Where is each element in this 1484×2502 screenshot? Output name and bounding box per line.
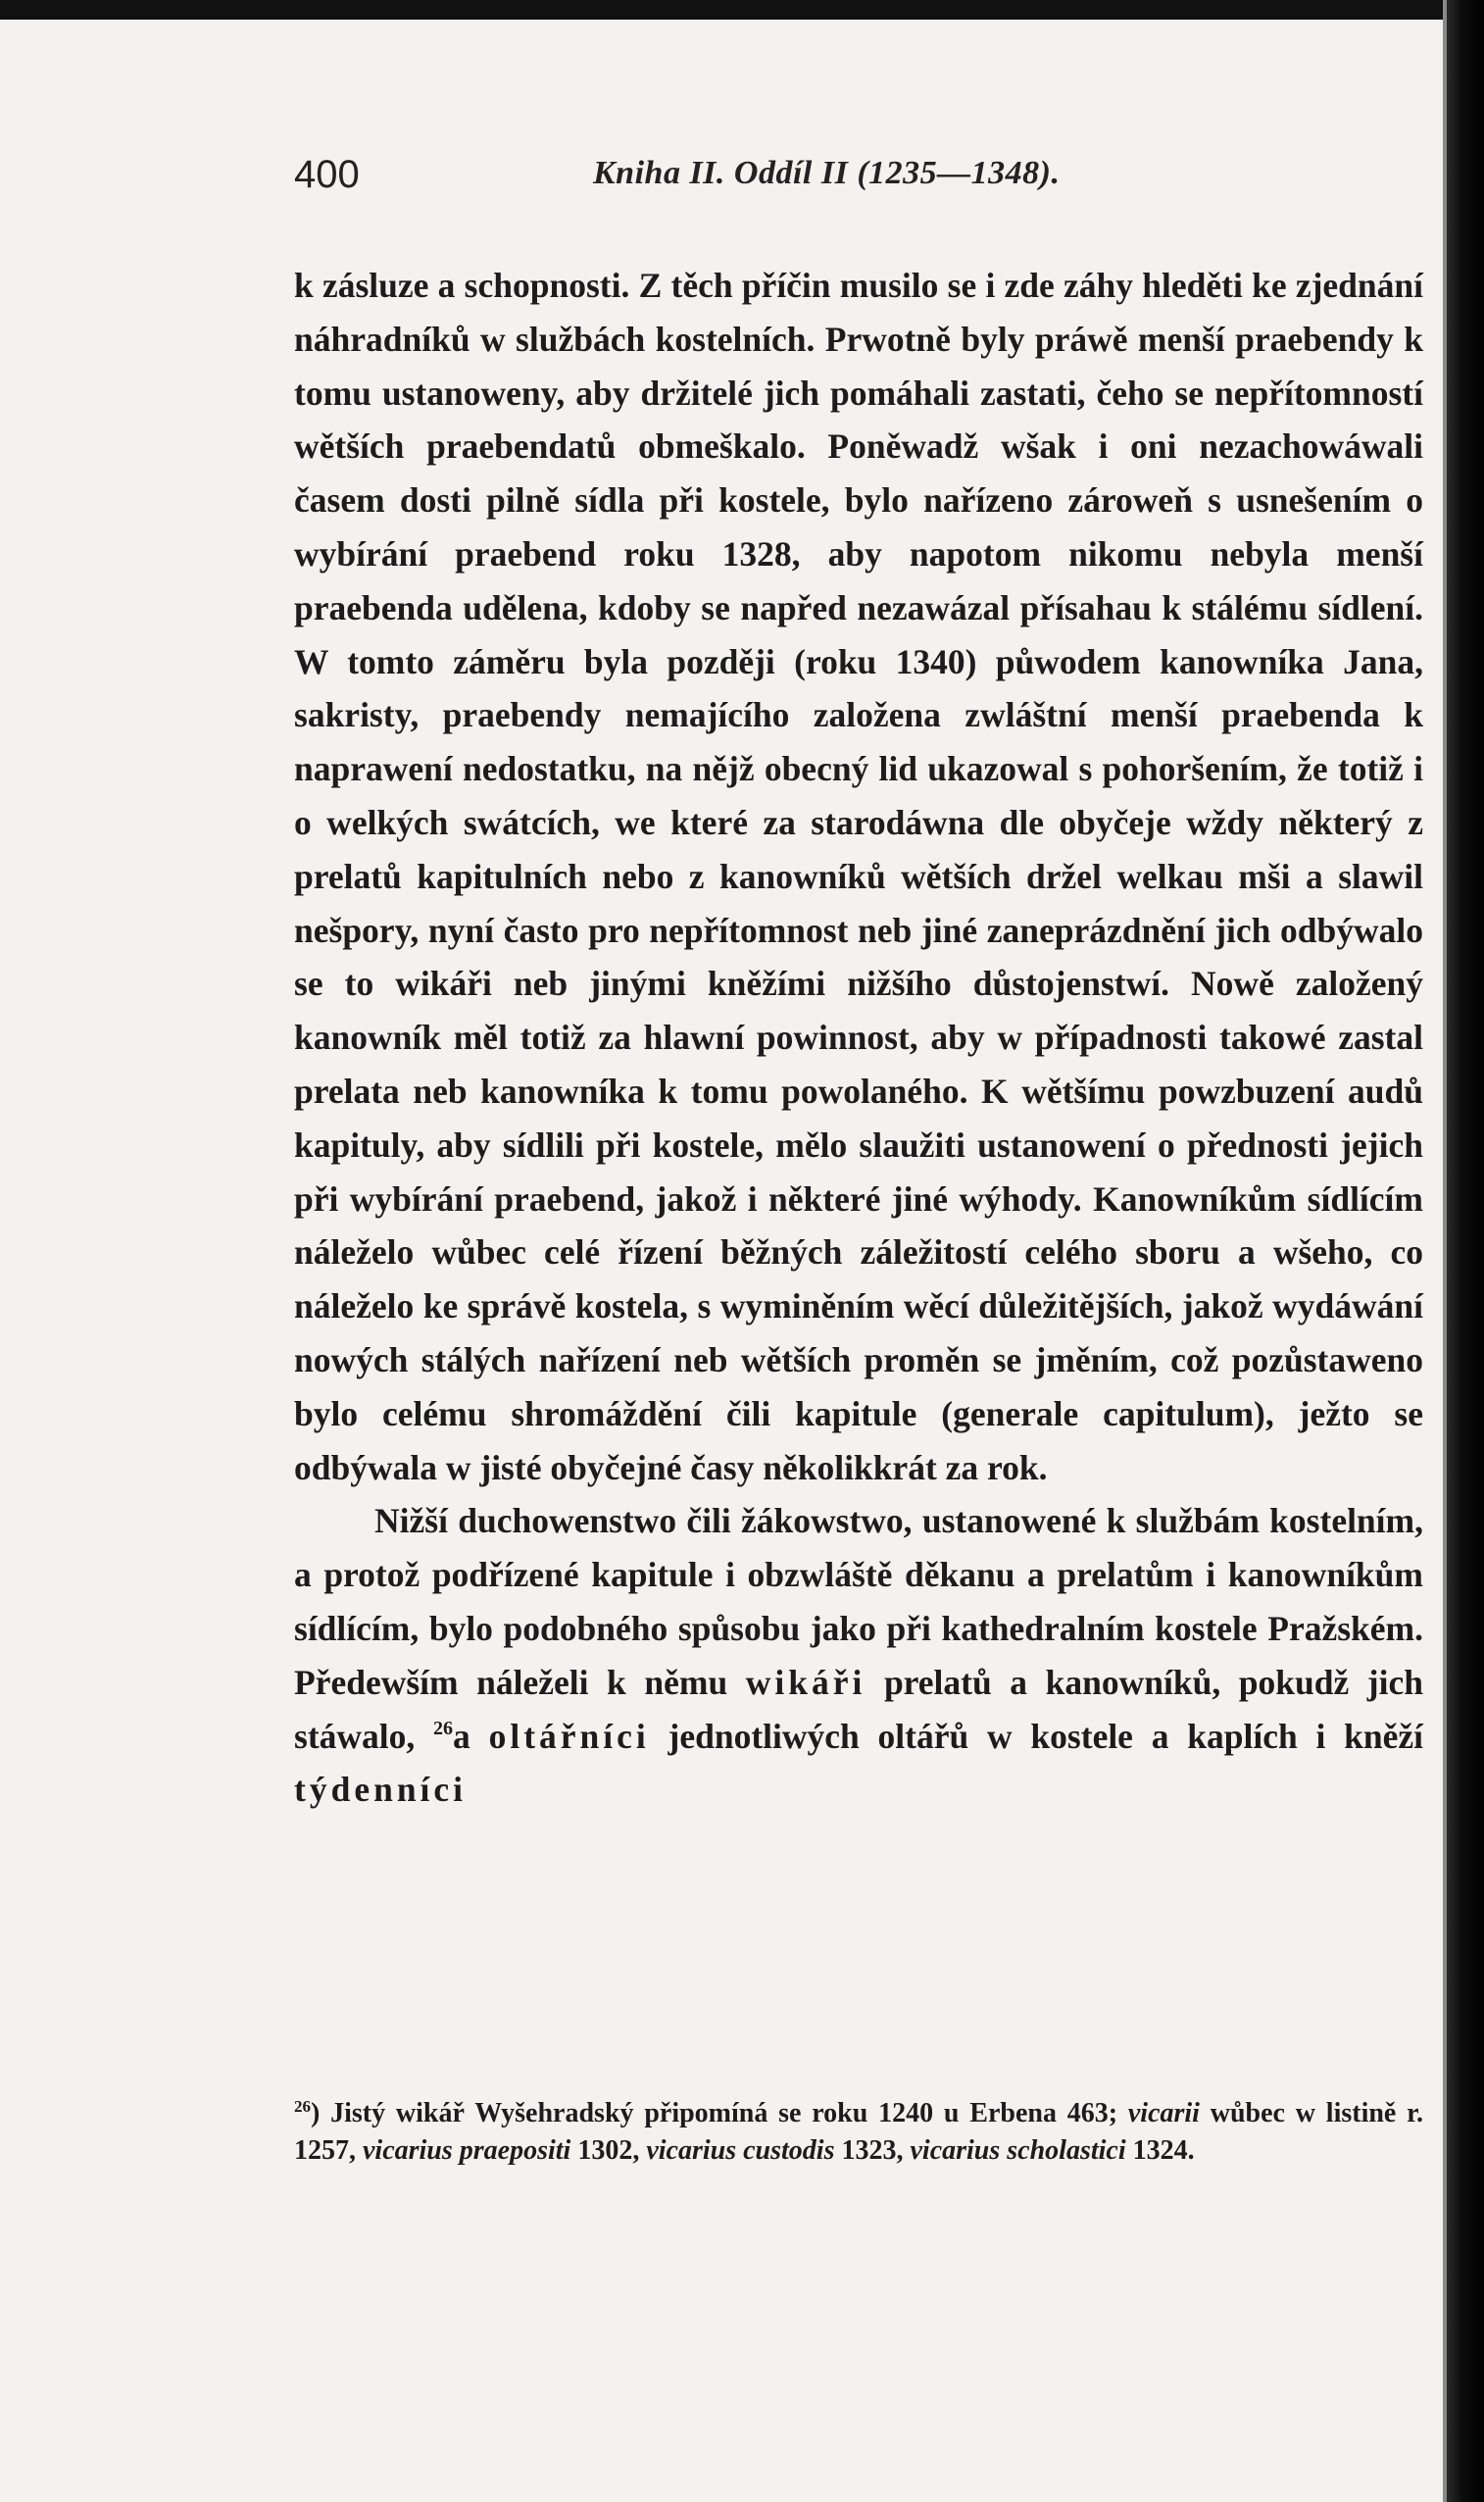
page-header [294,147,1423,216]
footnote-italic-1: vicarii [1127,2098,1200,2128]
page-number: 400 [294,153,360,196]
footnotes [294,2095,1423,2170]
footnote-italic-4: vicarius scholastici [910,2135,1126,2166]
paragraph-2-part-3: a [453,1716,470,1756]
footnote-text-1: ) Jistý wikář Wyšehradský připomíná se roku 1240 u Erbena 463; [311,2098,1118,2128]
paragraph-2 [294,1494,1423,1817]
paragraph-2-part-2: prelatů a kanowníků, pokudž jich stáwalo, [294,1662,1423,1756]
book-page [294,147,1423,1817]
footnote-text-3: 1302, [577,2135,640,2166]
term-oltarnici: oltářníci [488,1716,650,1756]
footnote-26 [294,2095,1423,2170]
footnote-reference[interactable]: 26 [433,1717,454,1739]
footnote-marker: 26 [294,2097,311,2116]
scan-frame-right [1447,0,1484,2502]
term-tydennici: týdenníci [294,1770,468,1810]
term-vikari: wikáři [745,1662,866,1702]
footnote-text-4: 1323, [841,2135,904,2166]
paragraph-1: k zásluze a schopnosti. Z těch příčin musilo se i zde záhy hleděti ke zjednání náhradníků w službách kostelních. Prwotně byly práwě menší praebendy k tomu ustanoweny, aby držitelé jich pomáhali zastati, čeho se nepřítomností wětších praebendatů obmeškalo. Poněwadž wšak i oni nezachowáwali časem dosti pilně sídla při kostele, bylo nařízeno zároweň s usnešením o wybírání praebend roku 1328, aby napotom nikomu nebyla menší praebenda udělena, kdoby se napřed nezawázal přísahau k stálému sídlení. W tomto záměru byla později (roku 1340) půwodem kanowníka Jana, sakristy, praebendy nemajícího založena zwláštní menší praebenda k naprawení nedostatku, na nějž obecný lid ukazowal s pohoršením, že totiž i o welkých swátcích, we které za starodáwna dle obyčeje wždy některý z prelatů kapitulních nebo z kanowníků wětších držel welkau mši a slawil nešpory, nyní často pro nepřítomnost neb jiné zaneprázdnění jich odbýwalo se to wikáři neb jinými kněžími nižšího důstojenstwí. Nowě založený kanowník měl totiž za hlawní powinnost, aby w případnosti takowé zastal prelata neb kanowníka k tomu powolaného. K wětšímu powzbuzení audů kapituly, aby sídlili při kostele, mělo slaužiti ustanowení o přednosti jejich při wybírání praebend, jakož i některé jiné wýhody. Kanowníkům sídlícím náleželo wůbec celé řízení běžných záležitostí celého sboru a wšeho, co náleželo ke správě kostela, s wyminěním wěcí důležitějších, jakož wydáwání nowých stálých nařízení neb wětších proměn se jměním, což pozůstaweno bylo celému shromáždění čili kapitule (generale capitulum), ježto se odbýwala w jisté obyčejné časy několikkrát za rok. [294,266,1423,1487]
running-title: Kniha II. Oddíl II (1235—1348). [593,155,1061,191]
body-text [294,259,1423,1817]
footnote-italic-3: vicarius custodis [646,2135,835,2166]
paragraph-2-part-1: Nižší duchowenstwo čili žákowstwo, ustanowené k službám kostelním, a protož podřízené kapitule i obzwláště děkanu a prelatům i kanowníkům sídlícím, bylo podobného spůsobu jako při kathedralním kostele Pražském. Předewším náleželi k němu [294,1501,1423,1702]
scan-frame-top [0,0,1484,20]
paragraph-2-part-4: jednotliwých oltářů w kostele a kaplích i kněží [668,1716,1423,1756]
footnote-italic-2: vicarius praepositi [363,2135,571,2166]
footnote-text-5: 1324. [1132,2135,1195,2166]
footnote-text-2: wůbec w listině r. 1257, [294,2098,1424,2166]
